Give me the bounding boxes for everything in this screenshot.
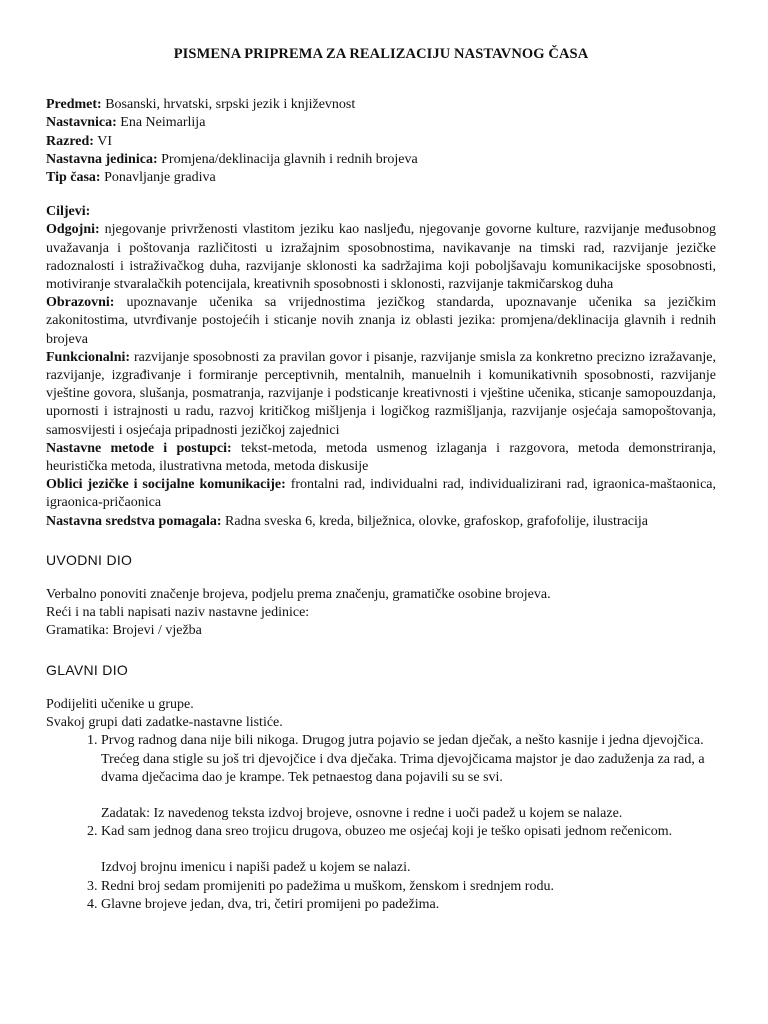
section-heading-main: GLAVNI DIO [46, 661, 129, 678]
goal-text: razvijanje sposobnosti za pravilan govor i pisanje, razvijanje smisla za konkretno precizno izražavanje, razvijanje, izgrađivanje i formiranje perceptivnih, mentalnih, manuelnih i komunikativnih sposobnosti, razvijanje vještine govora, slušanja, posmatranja, razvijanje i podsticanje kreativnosti i vještine učenika, sticanje samopouzdanja, upornosti i istrajnosti u radu, razvoj kritičkog mišljenja i logičkog razmišljanja, razvijanje osjećaja samopoštovanja, samosvijesti i osjećaja pripadnosti jezičkoj zajednici [46, 349, 716, 438]
section-heading-intro: UVODNI DIO [46, 551, 133, 568]
task-text: 2. Kad sam jednog dana sreo trojicu drugova, obuzeo me osjećaj koji je teško opisati jednom rečenicom. [101, 824, 673, 840]
task-item [101, 732, 716, 823]
goal-methods [46, 440, 716, 476]
meta-block [46, 96, 716, 187]
intro-line: Reći i na tabli napisati naziv nastavne jedinice: [46, 605, 310, 621]
task-instruction: Izdvoj brojnu imenicu i napiši padež u kojem se nalazi. [101, 860, 411, 876]
goal-instructional [46, 294, 716, 349]
meta-label: Tip časa: [46, 170, 101, 186]
goal-communication-forms [46, 476, 716, 512]
goal-label: Nastavne metode i postupci: [46, 440, 232, 456]
meta-label: Nastavna jedinica: [46, 151, 158, 167]
task-text: 1. Prvog radnog dana nije bili nikoga. Drugog jutra pojavio se jedan dječak, a nešto kasnije i jedna djevojčica. Trećeg dana stigle su još tri djevojčice i dva dječaka. Trima djevojčicama majstor je dao zaduženja za rad, a dvama dječacima dao je krampe. Tek petnaestog dana pojavili su se svi. [101, 733, 705, 785]
meta-label: Predmet: [46, 97, 102, 113]
meta-value: Promjena/deklinacija glavnih i rednih brojeva [161, 151, 418, 167]
goal-label: Odgojni: [46, 222, 100, 238]
goal-text: frontalni rad, individualni rad, individualizirani rad, igraonica-maštaonica, igraonica-pričaonica [46, 477, 717, 511]
meta-lesson-type [46, 169, 716, 187]
intro-section [46, 586, 716, 641]
meta-lesson-unit [46, 151, 716, 169]
goal-text: njegovanje privrženosti vlastitom jeziku kao nasljeđu, njegovanje govorne kulture, razvijanje međusobnog uvažavanja i poštovanja različitosti u izražajnim sposobnostima, navikavanje na timski rad, razvijanje jezičke radoznalosti i istraživačkog duha, razvijanje sklonosti ka sadržajima koji poboljšavaju komunikacijske sposobnosti, motiviranje stvaralačkih potencijala, kreativnih sposobnosti i sklonosti, razvijanje takmičarskog duha [46, 222, 716, 293]
goals-heading: Ciljevi: [46, 204, 91, 220]
goal-functional [46, 349, 716, 440]
intro-line: Gramatika: Brojevi / vježba [46, 623, 202, 639]
meta-label: Razred: [46, 133, 94, 149]
goal-label: Obrazovni: [46, 295, 115, 311]
meta-grade [46, 133, 716, 151]
goal-text: Radna sveska 6, kreda, bilježnica, olovke, grafoskop, grafofolije, ilustracija [225, 513, 648, 529]
meta-label: Nastavnica: [46, 115, 117, 131]
task-text: 4. Glavne brojeve jedan, dva, tri, četiri promijeni po padežima. [101, 896, 440, 912]
intro-line: Verbalno ponoviti značenje brojeva, podjelu prema značenju, gramatičke osobine brojeva. [46, 587, 551, 603]
goal-teaching-aids [46, 513, 716, 531]
task-list [46, 732, 716, 914]
task-text: 3. Redni broj sedam promijeniti po padežima u muškom, ženskom i srednjem rodu. [101, 878, 554, 894]
meta-value: Ponavljanje gradiva [104, 170, 216, 186]
meta-subject [46, 96, 716, 114]
task-item [101, 823, 716, 877]
meta-teacher [46, 114, 716, 132]
main-section [46, 696, 716, 914]
goals-block [46, 203, 716, 531]
goal-text: tekst-metoda, metoda usmenog izlaganja i razgovora, metoda demonstriranja, heuristička metoda, ilustrativna metoda, metoda diskusije [46, 440, 717, 475]
main-line: Svakoj grupi dati zadatke-nastavne listiće. [46, 715, 283, 731]
task-item [101, 896, 716, 914]
document-title: PISMENA PRIPREMA ZA REALIZACIJU NASTAVNOG ČASA [173, 46, 589, 62]
goal-label: Oblici jezičke i socijalne komunikacije: [46, 477, 286, 493]
task-instruction: Zadatak: Iz navedenog teksta izdvoj brojeve, osnovne i redne i uoči padež u kojem se nalaze. [101, 805, 623, 821]
goal-educational [46, 221, 716, 294]
meta-value: Bosanski, hrvatski, srpski jezik i književnost [105, 97, 356, 113]
task-item [101, 878, 716, 896]
goal-text: upoznavanje učenika sa vrijednostima jezičkog standarda, upoznavanje učenika sa jezičkim zakonitostima, utvrđivanje postojećih i sticanje novih znanja iz oblasti jezika: promjena/deklinacija glavnih i rednih brojeva [46, 295, 716, 347]
goal-label: Funkcionalni: [46, 349, 131, 365]
main-line: Podijeliti učenike u grupe. [46, 696, 194, 712]
meta-value: Ena Neimarlija [120, 115, 206, 131]
meta-value: VI [97, 133, 112, 149]
goal-label: Nastavna sredstva pomagala: [46, 513, 222, 529]
